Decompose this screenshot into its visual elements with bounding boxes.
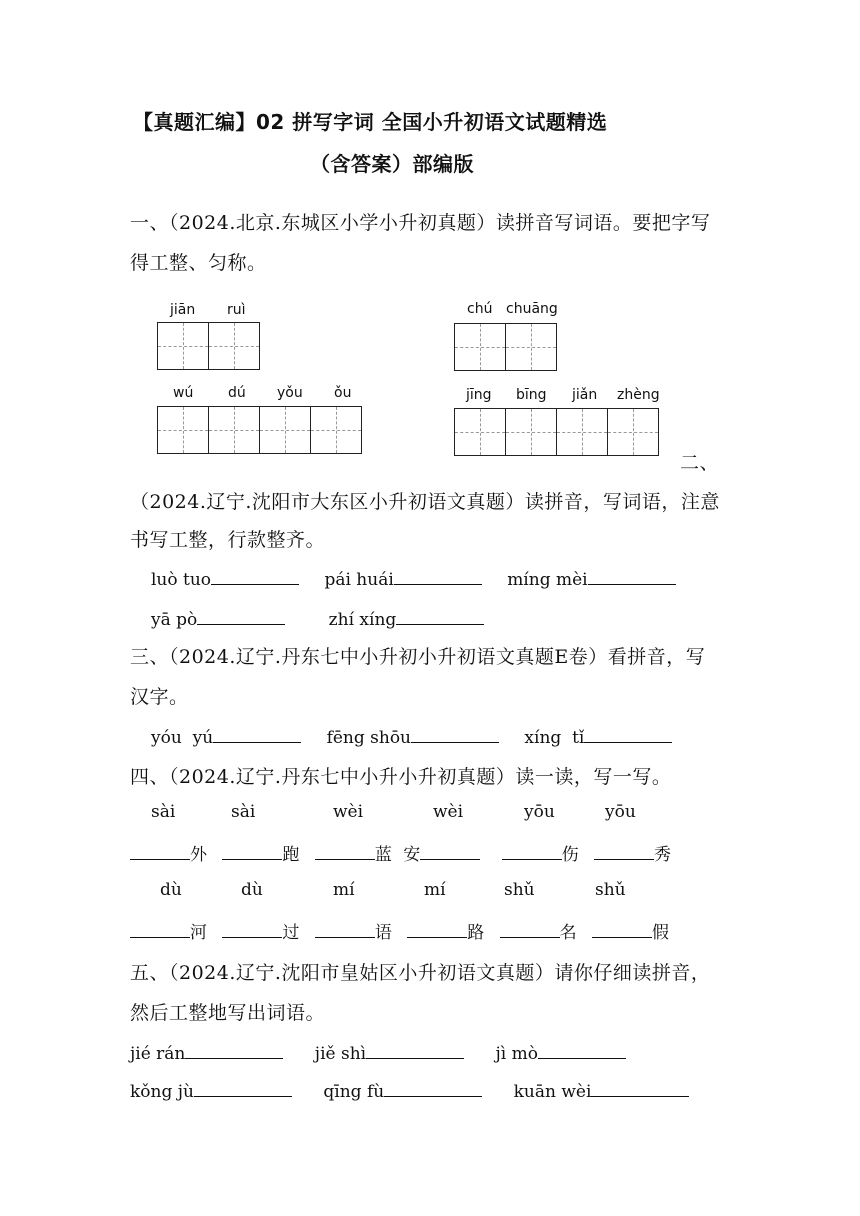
pinyin-item: kuān wèi bbox=[514, 1078, 690, 1102]
answer-blank[interactable] bbox=[584, 724, 672, 743]
writing-grid[interactable] bbox=[157, 322, 260, 370]
q2-instruction-line2: 书写工整，行款整齐。 bbox=[130, 529, 326, 551]
tianzige-cell[interactable] bbox=[259, 406, 311, 454]
q2-number: 二、 bbox=[680, 452, 720, 474]
answer-blank[interactable] bbox=[384, 1078, 482, 1097]
tianzige-cell[interactable] bbox=[505, 408, 557, 456]
q4-pinyin: shǔ bbox=[595, 880, 626, 900]
pinyin-label: wú bbox=[173, 385, 194, 401]
answer-blank[interactable] bbox=[315, 919, 375, 938]
pinyin-label: chú bbox=[467, 301, 493, 317]
q5-row2 bbox=[130, 1078, 689, 1102]
q3-instruction-line1: 三、（2024.辽宁.丹东七中小升初小升初语文真题E卷）看拼音，写 bbox=[130, 646, 706, 668]
answer-blank[interactable] bbox=[366, 1040, 464, 1059]
answer-blank[interactable] bbox=[592, 919, 652, 938]
answer-blank[interactable] bbox=[420, 841, 480, 860]
q4-instruction: 四、（2024.辽宁.丹东七中小升小升初真题）读一读，写一写。 bbox=[130, 766, 672, 788]
answer-blank[interactable] bbox=[502, 841, 562, 860]
pinyin-label: ǒu bbox=[334, 385, 352, 401]
pinyin-item: jié rán bbox=[130, 1040, 283, 1064]
pinyin-item: jì mò bbox=[496, 1040, 626, 1064]
pinyin-label: zhèng bbox=[617, 387, 660, 403]
pinyin-item: zhí xíng bbox=[329, 606, 485, 630]
answer-blank[interactable] bbox=[213, 724, 301, 743]
answer-blank[interactable] bbox=[194, 1078, 292, 1097]
pinyin-item: xíng tǐ bbox=[524, 724, 672, 748]
q4-pinyin: mí bbox=[333, 880, 355, 900]
answer-blank[interactable] bbox=[130, 919, 190, 938]
q4-pinyin: dù bbox=[160, 880, 182, 900]
answer-blank[interactable] bbox=[411, 724, 499, 743]
answer-blank[interactable] bbox=[222, 919, 282, 938]
q4-pinyin: wèi bbox=[333, 802, 364, 822]
pinyin-label: jiān bbox=[170, 302, 196, 318]
answer-blank[interactable] bbox=[197, 606, 285, 625]
pinyin-label: yǒu bbox=[277, 385, 303, 401]
q4-pinyin: mí bbox=[424, 880, 446, 900]
answer-blank[interactable] bbox=[315, 841, 375, 860]
pinyin-item: jiě shì bbox=[315, 1040, 464, 1064]
tianzige-cell[interactable] bbox=[454, 323, 506, 371]
answer-blank[interactable] bbox=[538, 1040, 626, 1059]
tianzige-cell[interactable] bbox=[556, 408, 608, 456]
pinyin-label: dú bbox=[228, 385, 246, 401]
tianzige-cell[interactable] bbox=[310, 406, 362, 454]
q1-instruction-line1: 一、（2024.北京.东城区小学小升初真题）读拼音写词语。要把字写 bbox=[130, 212, 711, 234]
writing-grid[interactable] bbox=[454, 323, 557, 371]
pinyin-label: chuāng bbox=[506, 301, 558, 317]
tianzige-cell[interactable] bbox=[607, 408, 659, 456]
page-subtitle: （含答案）部编版 bbox=[310, 152, 474, 176]
answer-blank[interactable] bbox=[500, 919, 560, 938]
writing-grid[interactable] bbox=[454, 408, 659, 456]
q4-pinyin: sài bbox=[151, 802, 176, 822]
pinyin-item: luò tuo bbox=[151, 566, 299, 590]
q3-row bbox=[151, 724, 672, 748]
writing-grid[interactable] bbox=[157, 406, 362, 454]
q1-instruction-line2: 得工整、匀称。 bbox=[130, 252, 267, 274]
page-title: 【真题汇编】02 拼写字词 全国小升初语文试题精选 bbox=[133, 110, 608, 134]
q4-pinyin: yōu bbox=[524, 802, 555, 822]
pinyin-label: ruì bbox=[227, 302, 246, 318]
answer-blank[interactable] bbox=[211, 566, 299, 585]
tianzige-cell[interactable] bbox=[157, 406, 209, 454]
answer-blank[interactable] bbox=[394, 566, 482, 585]
tianzige-cell[interactable] bbox=[208, 322, 260, 370]
tianzige-cell[interactable] bbox=[157, 322, 209, 370]
q4-pinyin: dù bbox=[241, 880, 263, 900]
q4-blank-row1: 外 跑 蓝 安 伤 秀 bbox=[130, 840, 671, 865]
answer-blank[interactable] bbox=[130, 841, 190, 860]
q2-row2 bbox=[151, 606, 484, 630]
pinyin-item: fēng shōu bbox=[327, 724, 499, 748]
pinyin-label: bīng bbox=[516, 387, 547, 403]
answer-blank[interactable] bbox=[407, 919, 467, 938]
pinyin-item: pái huái bbox=[324, 566, 481, 590]
pinyin-item: míng mèi bbox=[507, 566, 675, 590]
q5-row1 bbox=[130, 1040, 626, 1064]
pinyin-item: yóu yú bbox=[151, 724, 301, 748]
tianzige-cell[interactable] bbox=[208, 406, 260, 454]
answer-blank[interactable] bbox=[588, 566, 676, 585]
answer-blank[interactable] bbox=[591, 1078, 689, 1097]
q5-instruction-line1: 五、（2024.辽宁.沈阳市皇姑区小升初语文真题）请你仔细读拼音， bbox=[130, 962, 711, 984]
pinyin-item: yā pò bbox=[151, 606, 285, 630]
q2-instruction-line1: （2024.辽宁.沈阳市大东区小升初语文真题）读拼音，写词语，注意 bbox=[130, 491, 720, 513]
answer-blank[interactable] bbox=[222, 841, 282, 860]
pinyin-label: jīng bbox=[466, 387, 492, 403]
q4-pinyin: yōu bbox=[605, 802, 636, 822]
q4-pinyin: wèi bbox=[433, 802, 464, 822]
tianzige-cell[interactable] bbox=[505, 323, 557, 371]
pinyin-label: jiǎn bbox=[572, 387, 598, 403]
q4-pinyin: shǔ bbox=[504, 880, 535, 900]
answer-blank[interactable] bbox=[594, 841, 654, 860]
pinyin-item: qīng fù bbox=[323, 1078, 482, 1102]
answer-blank[interactable] bbox=[396, 606, 484, 625]
q2-row1 bbox=[151, 566, 676, 590]
answer-blank[interactable] bbox=[185, 1040, 283, 1059]
pinyin-item: kǒng jù bbox=[130, 1078, 292, 1102]
q3-instruction-line2: 汉字。 bbox=[130, 686, 189, 708]
q5-instruction-line2: 然后工整地写出词语。 bbox=[130, 1002, 326, 1024]
q4-blank-row2: 河 过 语 路 名 假 bbox=[130, 918, 669, 943]
q4-pinyin: sài bbox=[231, 802, 256, 822]
tianzige-cell[interactable] bbox=[454, 408, 506, 456]
